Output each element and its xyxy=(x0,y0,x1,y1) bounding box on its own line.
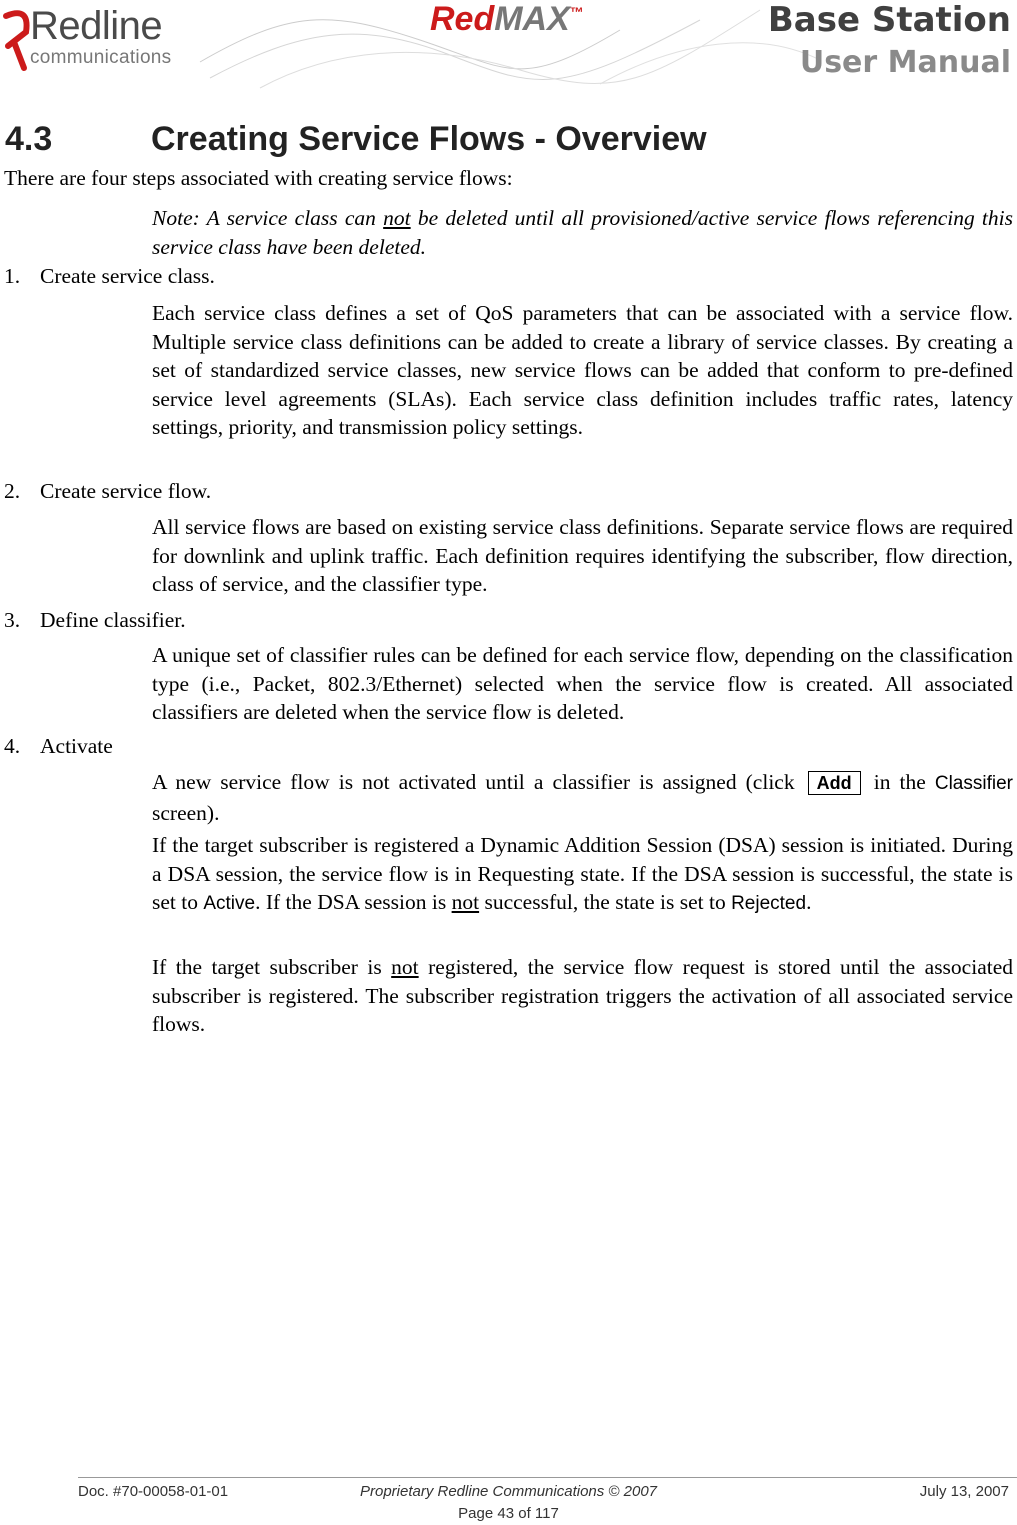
page-footer xyxy=(0,1481,1017,1525)
doc-date: July 13, 2007 xyxy=(919,1483,1009,1500)
step-title: Activate xyxy=(40,734,113,758)
step-title: Create service flow. xyxy=(40,479,212,503)
manual-title: Base Station xyxy=(767,0,1011,40)
redline-logo xyxy=(0,2,205,74)
section-title: Creating Service Flows - Overview xyxy=(151,120,707,158)
step-number: 3. xyxy=(4,608,21,632)
step-number: 2. xyxy=(4,479,21,503)
step-3-text: A unique set of classifier rules can be defined for each service flow, depending on the classification type (i.e., Packet, 802.3/Ethernet) selected when the service flow is created. All associated classifiers are deleted when the service flow is deleted. xyxy=(152,643,1013,724)
step-title: Define classifier. xyxy=(40,608,186,632)
note-paragraph: Note: A service class can not be deleted until all provisioned/active service flows referencing this service class have been deleted. xyxy=(152,206,1013,259)
step-number: 1. xyxy=(4,264,21,288)
logo-name: Redline xyxy=(30,4,163,48)
state-active: Active xyxy=(203,893,256,914)
step-title: Create service class. xyxy=(40,264,215,288)
redmax-red: Red xyxy=(430,0,495,38)
trademark-symbol: ™ xyxy=(569,4,584,20)
step-3 xyxy=(4,606,186,634)
step-2-text: All service flows are based on existing service class definitions. Separate service flows are required for downlink and uplink traffic. Each definition requires identifying the subscriber, flow direction, class of service, and the classifier type. xyxy=(152,515,1013,596)
unreg-not: not xyxy=(391,955,419,979)
footer-divider xyxy=(78,1477,1017,1478)
state-rejected: Rejected xyxy=(731,893,807,914)
section-number: 4.3 xyxy=(5,120,53,158)
intro-paragraph: There are four steps associated with creating service flows: xyxy=(4,166,513,190)
step-number: 4. xyxy=(4,734,21,758)
activate-paragraph: A new service flow is not activated until a classifier is assigned (click Add in the Classifier screen). xyxy=(152,770,1013,825)
doc-number: Doc. #70-00058-01-01 xyxy=(78,1483,229,1500)
manual-subtitle: User Manual xyxy=(799,45,1011,80)
reg-not: not xyxy=(451,890,480,914)
step-4 xyxy=(4,732,113,760)
classifier-screen-name: Classifier xyxy=(934,773,1013,794)
logo-subtitle: communications xyxy=(30,47,172,68)
page-number: Page 43 of 117 xyxy=(458,1505,559,1522)
registered-paragraph: If the target subscriber is registered a Dynamic Addition Session (DSA) session is initiated. During a DSA session, the service flow is in Requesting state. If the DSA session is successful, the state is set to Active. If the DSA session is not successful, the state is set to Rejected. xyxy=(152,833,1013,914)
step-1 xyxy=(4,262,215,290)
unregistered-paragraph: If the target subscriber is not registered, the service flow request is stored until the associated subscriber is registered. The subscriber registration triggers the activation of all associated service flows. xyxy=(152,955,1013,1036)
page-header xyxy=(0,0,1017,96)
proprietary-notice: Proprietary Redline Communications © 2007 xyxy=(359,1483,658,1500)
section-heading xyxy=(5,120,707,159)
redmax-product-logo xyxy=(430,0,584,39)
redmax-grey: MAX xyxy=(494,0,570,38)
step-1-text: Each service class defines a set of QoS parameters that can be associated with a service flow. Multiple service class definitions can be added to create a library of service classes. By creating a set of standardized service classes, new service flows can be added that conform to pre-defined service level agreements (SLAs). Each service class definition includes traffic rates, latency settings, priority, and transmission policy settings. xyxy=(152,301,1013,439)
step-2 xyxy=(4,477,211,505)
note-not: not xyxy=(383,206,411,230)
add-button-reference: Add xyxy=(808,771,861,795)
